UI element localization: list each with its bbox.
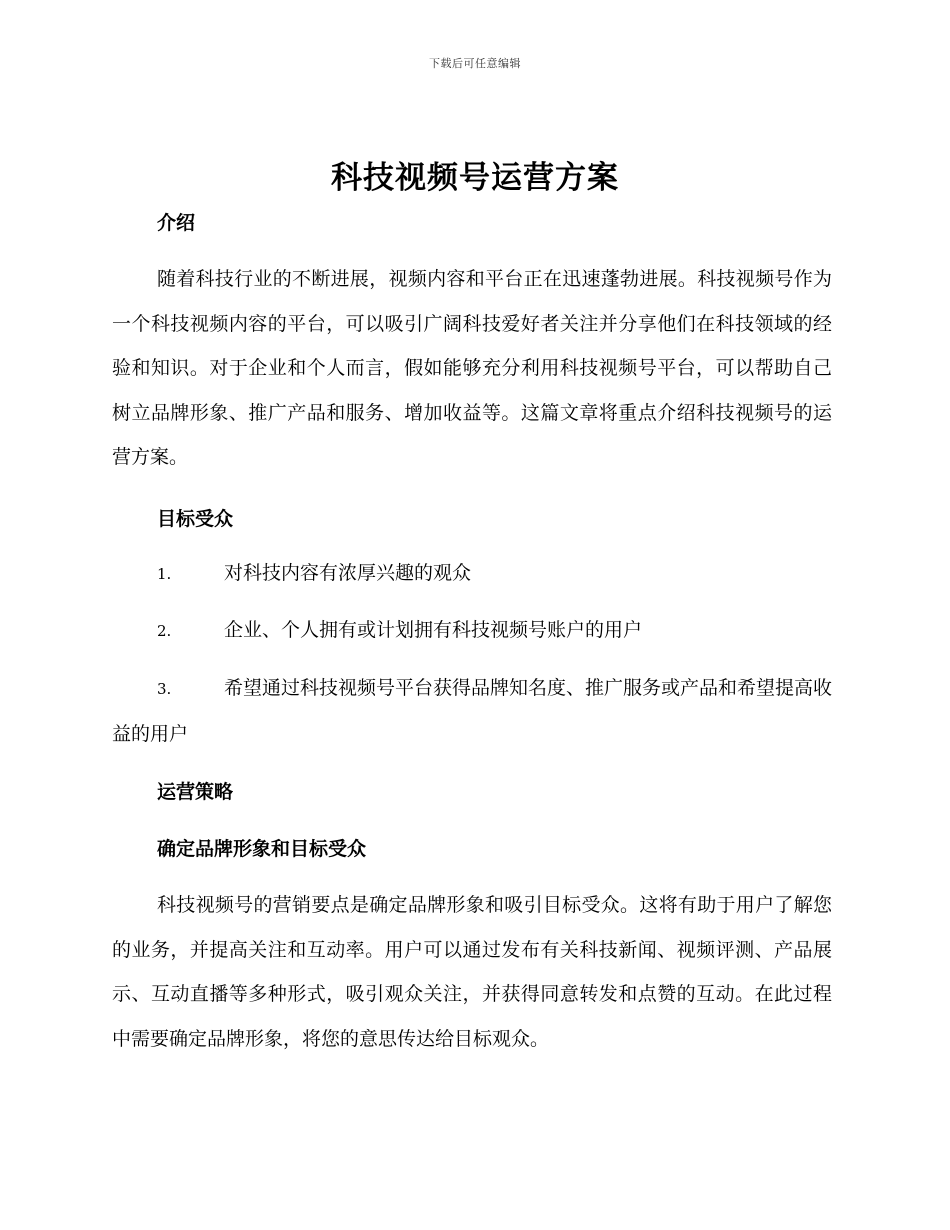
list-number: 2. bbox=[157, 622, 172, 640]
brand-paragraph: 科技视频号的营销要点是确定品牌形象和吸引目标受众。这将有助于用户了解您的业务，并提高关注和互动率。用户可以通过发布有关科技新闻、视频评测、产品展示、互动直播等多种形式，吸引观众关注，并获得同意转发和点赞的互动。在此过程中需要确定品牌形象，将您的意思传达给目标观众。 bbox=[112, 894, 832, 1050]
list-text: 对科技内容有浓厚兴趣的观众 bbox=[224, 562, 472, 584]
intro-heading: 介绍 bbox=[157, 212, 196, 234]
audience-item-3 bbox=[112, 666, 832, 756]
intro-paragraph: 随着科技行业的不断进展，视频内容和平台正在迅速蓬勃进展。科技视频号作为一个科技视频内容的平台，可以吸引广阔科技爱好者关注并分享他们在科技领域的经验和知识。对于企业和个人而言，假如能够充分利用科技视频号平台，可以帮助自己树立品牌形象、推广产品和服务、增加收益等。这篇文章将重点介绍科技视频号的运营方案。 bbox=[112, 268, 832, 468]
list-number: 1. bbox=[157, 565, 172, 583]
audience-item-1 bbox=[112, 551, 832, 597]
list-text: 希望通过科技视频号平台获得品牌知名度、推广服务或产品和希望提高收益的用户 bbox=[112, 677, 833, 745]
strategy-heading: 运营策略 bbox=[157, 781, 234, 803]
list-text: 企业、个人拥有或计划拥有科技视频号账户的用户 bbox=[224, 619, 643, 641]
audience-heading: 目标受众 bbox=[157, 508, 234, 530]
list-number: 3. bbox=[157, 680, 172, 698]
header-note: 下载后可任意编辑 bbox=[429, 57, 521, 70]
audience-item-2 bbox=[112, 608, 832, 654]
brand-heading: 确定品牌形象和目标受众 bbox=[157, 838, 367, 860]
document-title: 科技视频号运营方案 bbox=[331, 160, 619, 196]
